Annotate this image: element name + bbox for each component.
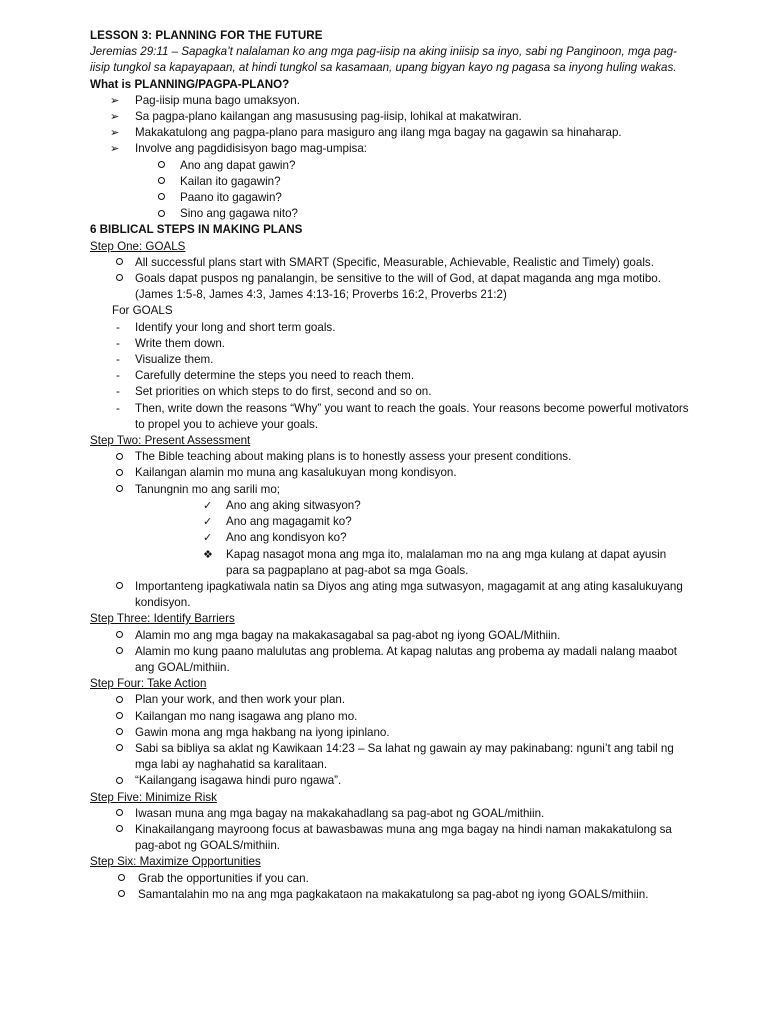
document-page [90, 28, 690, 903]
dash-bullet: - [116, 369, 120, 383]
for-goals-label: For GOALS [112, 304, 173, 318]
step-four-point: Gawin mona ang mga hakbang na iyong ipinlano. [90, 725, 690, 741]
planning-question: Paano ito gagawin? [90, 190, 690, 206]
dash-bullet: - [116, 401, 120, 415]
circle-bullet-icon [118, 871, 125, 887]
circle-bullet-icon [116, 692, 123, 708]
dash-bullet: - [116, 320, 120, 334]
bible-verse: Jeremias 29:11 – Sapagka’t nalalaman ko ang mga pag-iisip na aking iniisip sa inyo, sabi ng Panginoon, mga pag-iisip tungkol sa kapayapaan, at hindi tungkol sa kasamaan, upang bigyan kayo ng pagasa sa inyong huling wakas. [90, 45, 677, 75]
circle-bullet-icon [116, 465, 123, 481]
goals-dash-item: - Set priorities on which steps to do first, second and so on. [90, 384, 690, 400]
circle-bullet-icon [116, 255, 123, 271]
circle-bullet-icon [116, 822, 123, 838]
goals-dash-item: - Write them down. [90, 336, 690, 352]
self-question: ✓ Ano ang aking sitwasyon? [90, 498, 690, 514]
step-five-point: Kinakailangang mayroong focus at bawasbawas muna ang mga bagay na hindi naman makakatulong sa pag-abot ng GOALS/mithiin. [90, 822, 690, 854]
check-icon: ✓ [203, 516, 213, 529]
circle-bullet-icon [116, 271, 123, 287]
planning-point: ➢ Involve ang pagdidisisyon bago mag-umpisa: [90, 141, 690, 157]
check-icon: ✓ [203, 532, 213, 545]
dash-bullet: - [116, 336, 120, 350]
step-two-title: Step Two: Present Assessment [90, 434, 251, 448]
step-six-title: Step Six: Maximize Opportunities [90, 855, 261, 869]
steps-heading: 6 BIBLICAL STEPS IN MAKING PLANS [90, 223, 303, 237]
circle-bullet-icon [116, 806, 123, 822]
self-question: ✓ Ano ang kondisyon ko? [90, 530, 690, 546]
diamond-bullet-icon: ❖ [203, 548, 213, 561]
circle-bullet-icon [116, 579, 123, 595]
goals-dash-item: - Carefully determine the steps you need to reach them. [90, 368, 690, 384]
planning-point: ➢ Sa pagpa-plano kailangan ang masususing pag-iisip, lohikal at makatwiran. [90, 109, 690, 125]
step-one-point: Goals dapat puspos ng panalangin, be sensitive to the will of God, at dapat maganda ang mga motibo. (James 1:5-8, James 4:3, James 4:13-16; Proverbs 16:2, Proverbs 21:2) [90, 271, 690, 303]
step-five-point: Iwasan muna ang mga bagay na makakahadlang sa pag-abot ng GOAL/mithiin. [90, 806, 690, 822]
step-four-title: Step Four: Take Action [90, 677, 207, 691]
circle-bullet-icon [116, 741, 123, 757]
circle-bullet-icon [158, 206, 165, 222]
arrow-bullet-icon: ➢ [110, 94, 120, 107]
step-two-point: The Bible teaching about making plans is to honestly assess your present conditions. [90, 449, 690, 465]
arrow-bullet-icon: ➢ [110, 127, 120, 140]
self-question: ✓ Ano ang magagamit ko? [90, 514, 690, 530]
dash-bullet: - [116, 385, 120, 399]
goals-dash-item: - Identify your long and short term goals. [90, 320, 690, 336]
circle-bullet-icon [116, 628, 123, 644]
step-two-point: Importanteng ipagkatiwala natin sa Diyos ang ating mga sutwasyon, magagamit at ang ating kasalukuyang kondisyon. [90, 579, 690, 611]
planning-question: Sino ang gagawa nito? [90, 206, 690, 222]
step-four-point: Plan your work, and then work your plan. [90, 692, 690, 708]
planning-heading: What is PLANNING/PAGPA-PLANO? [90, 77, 290, 91]
step-two-point: Kailangan alamin mo muna ang kasalukuyan mong kondisyon. [90, 465, 690, 481]
planning-point: ➢ Pag-iisip muna bago umaksyon. [90, 93, 690, 109]
circle-bullet-icon [158, 174, 165, 190]
goals-dash-item: - Then, write down the reasons “Why” you want to reach the goals. Your reasons become powerful motivators to propel you to achieve your goals. [116, 401, 689, 431]
arrow-bullet-icon: ➢ [110, 111, 120, 124]
circle-bullet-icon [116, 449, 123, 465]
step-four-point: Kailangan mo nang isagawa ang plano mo. [90, 709, 690, 725]
planning-point: ➢ Makakatulong ang pagpa-plano para masiguro ang ilang mga bagay na gagawin sa hinaharap. [90, 125, 690, 141]
dash-bullet: - [116, 353, 120, 367]
circle-bullet-icon [116, 773, 123, 789]
circle-bullet-icon [158, 190, 165, 206]
goals-dash-item: - Visualize them. [90, 352, 690, 368]
step-one-point: All successful plans start with SMART (Specific, Measurable, Achievable, Realistic and Timely) goals. [90, 255, 690, 271]
lesson-title: LESSON 3: PLANNING FOR THE FUTURE [90, 29, 323, 42]
step-four-point: “Kailangang isagawa hindi puro ngawa”. [90, 773, 690, 789]
step-six-point: Samantalahin mo na ang mga pagkakataon na makakatulong sa pag-abot ng iyong GOALS/mithiin. [90, 887, 690, 903]
check-icon: ✓ [203, 499, 213, 512]
circle-bullet-icon [116, 725, 123, 741]
step-five-title: Step Five: Minimize Risk [90, 790, 217, 804]
step-four-point: Sabi sa bibliya sa aklat ng Kawikaan 14:23 – Sa lahat ng gawain ay may pakinabang: nguni’t ang tabil ng mga labi ay naghahatid sa karalitaan. [90, 741, 690, 773]
planning-question: Kailan ito gagawin? [90, 174, 690, 190]
step-three-title: Step Three: Identify Barriers [90, 612, 235, 626]
circle-bullet-icon [118, 887, 125, 903]
planning-question: Ano ang dapat gawin? [90, 158, 690, 174]
assessment-note: ❖ Kapag nasagot mona ang mga ito, malalaman mo na ang mga kulang at dapat ayusin para sa pagpaplano at pag-abot sa mga Goals. [203, 547, 667, 577]
step-two-point: Tanungnin mo ang sarili mo; [90, 482, 690, 498]
circle-bullet-icon [158, 158, 165, 174]
circle-bullet-icon [116, 644, 123, 660]
step-one-title: Step One: GOALS [90, 239, 186, 253]
step-three-point: Alamin mo ang mga bagay na makakasagabal sa pag-abot ng iyong GOAL/Mithiin. [90, 628, 690, 644]
step-three-point: Alamin mo kung paano malulutas ang problema. At kapag nalutas ang probema ay madali nalang maabot ang GOAL/mithiin. [90, 644, 690, 676]
circle-bullet-icon [116, 482, 123, 498]
arrow-bullet-icon: ➢ [110, 143, 120, 156]
circle-bullet-icon [116, 709, 123, 725]
step-six-point: Grab the opportunities if you can. [90, 871, 690, 887]
